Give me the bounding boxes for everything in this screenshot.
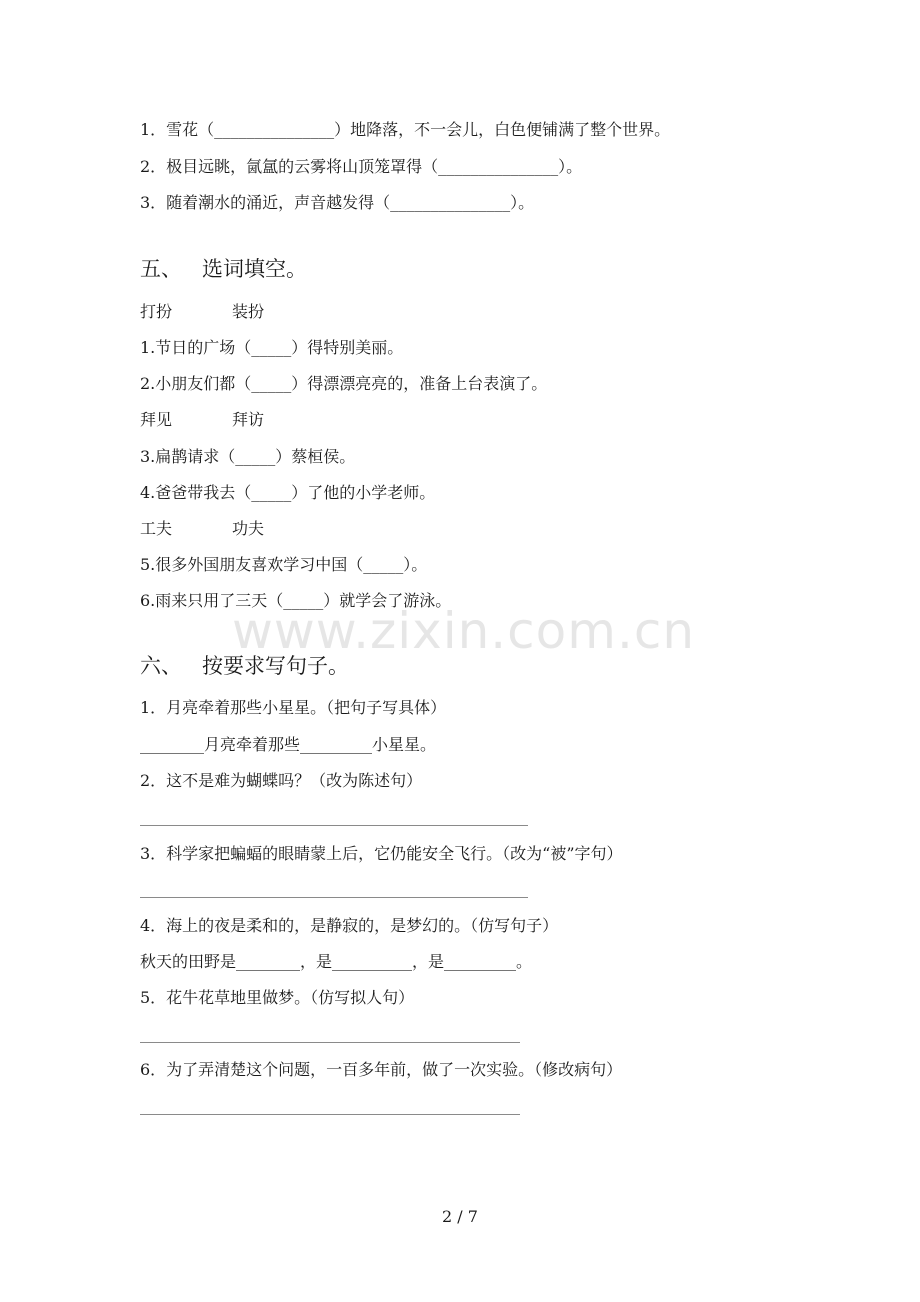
question-prompt: 1．月亮牵着那些小星星。（把句子写具体）: [140, 698, 447, 717]
answer-line: ________月亮牵着那些_________小星星。: [140, 735, 437, 754]
question-line: 5.很多外国朋友喜欢学习中国（_____）。: [140, 555, 428, 574]
question-line: 2．极目远眺，氤氲的云雾将山顶笼罩得（_______________）。: [140, 157, 583, 176]
section-heading-6: [140, 653, 349, 679]
question-line: 4.爸爸带我去（_____）了他的小学老师。: [140, 483, 436, 502]
question-line: 1.节日的广场（_____）得特别美丽。: [140, 338, 404, 357]
answer-rule: [140, 825, 528, 826]
word-choice: 打扮: [140, 302, 173, 321]
word-choice: 功夫: [232, 519, 265, 538]
question-prompt: 5．花牛花草地里做梦。（仿写拟人句）: [140, 988, 415, 1007]
answer-rule: [140, 897, 528, 898]
question-prompt: 6．为了弄清楚这个问题，一百多年前，做了一次实验。（修改病句）: [140, 1060, 623, 1079]
page-number: 2 / 7: [442, 1207, 478, 1226]
answer-rule: [140, 1114, 520, 1115]
section-heading-5: [140, 256, 307, 282]
word-choices: [140, 410, 264, 430]
question-line: 3.扁鹊请求（_____）蔡桓侯。: [140, 447, 356, 466]
word-choice: 拜见: [140, 410, 173, 429]
section-title: 选词填空。: [202, 257, 307, 281]
question-line: 6.雨来只用了三天（_____）就学会了游泳。: [140, 591, 452, 610]
question-prompt: 2．这不是难为蝴蝶吗？（改为陈述句）: [140, 771, 423, 790]
word-choice: 拜访: [232, 410, 265, 429]
question-prompt: 4．海上的夜是柔和的，是静寂的，是梦幻的。（仿写句子）: [140, 916, 559, 935]
question-line: 1．雪花（_______________）地降落，不一会儿，白色便铺满了整个世界。: [140, 120, 671, 139]
word-choices: [140, 519, 264, 539]
word-choices: [140, 302, 264, 322]
word-choice: 工夫: [140, 519, 173, 538]
question-prompt: 3．科学家把蝙蝠的眼睛蒙上后，它仍能安全飞行。（改为“被”字句）: [140, 844, 623, 863]
question-line: 3．随着潮水的涌近，声音越发得（_______________）。: [140, 193, 535, 212]
question-line: 2.小朋友们都（_____）得漂漂亮亮的，准备上台表演了。: [140, 374, 548, 393]
section-number: 六、: [140, 654, 182, 678]
answer-rule: [140, 1042, 520, 1043]
answer-line: 秋天的田野是________，是__________，是_________。: [140, 952, 533, 971]
word-choice: 装扮: [232, 302, 265, 321]
section-number: 五、: [140, 257, 182, 281]
section-title: 按要求写句子。: [202, 654, 349, 678]
watermark: www.zixin.com.cn: [232, 602, 696, 660]
